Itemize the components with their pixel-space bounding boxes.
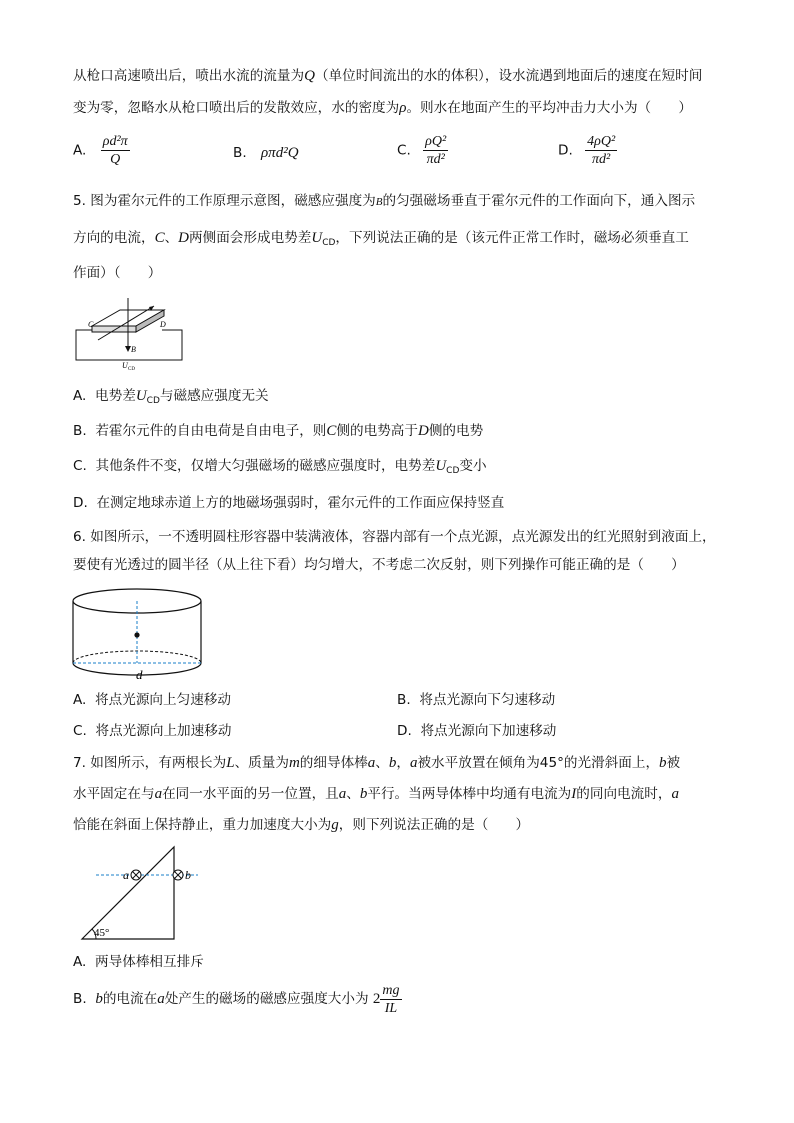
q4-option-d[interactable]: D. $\frac{\text{4ρQ²}}{\text{πd²}}$ — [558, 134, 616, 167]
q4-option-b[interactable]: B. ρπd²Q — [233, 145, 299, 161]
q5-stem-line-1: 5. 图为霍尔元件的工作原理示意图，磁感应强度为B的匀强磁场垂直于霍尔元件的工作面向下，通入图示 — [73, 193, 696, 209]
q7-stem-line-3: 恰能在斜面上保持静止，重力加速度大小为g，则下列说法正确的是（ ） — [73, 817, 530, 833]
label-c: C — [88, 320, 94, 329]
label-u: U — [122, 361, 128, 370]
cylinder-container-figure — [70, 586, 206, 682]
hall-circuit-wire — [76, 330, 182, 360]
incline-figure — [80, 845, 200, 943]
q6-option-c[interactable]: C. 将点光源向上加速移动 — [73, 723, 232, 739]
q5-option-b[interactable]: B. 若霍尔元件的自由电荷是自由电子，则C侧的电势高于D侧的电势 — [73, 423, 484, 439]
label-b: b — [185, 868, 191, 882]
q5-option-a[interactable]: A. 电势差$U_{CD}$与磁感应强度无关 — [73, 388, 269, 406]
q6-option-a[interactable]: A. 将点光源向上匀速移动 — [73, 692, 231, 708]
label-d: D — [160, 320, 166, 329]
q6-stem-line-1: 6. 如图所示，一不透明圆柱形容器中装满液体，容器内部有一个点光源，点光源发出的红光照射到液面上， — [73, 529, 716, 545]
q5-option-c[interactable]: C. 其他条件不变，仅增大匀强磁场的磁感应强度时，电势差$U_{CD}$变小 — [73, 458, 487, 476]
q7-option-a[interactable]: A. 两导体棒相互排斥 — [73, 954, 204, 970]
point-light-source — [134, 632, 139, 637]
q7-option-b[interactable]: B. b的电流在a处产生的磁场的磁感应强度大小为 2 $\frac{mg}{IL}$ — [73, 982, 400, 1016]
label-a: a — [123, 868, 129, 882]
hall-element-figure — [70, 294, 188, 372]
q7-stem-line-1: 7. 如图所示，有两根长为L、质量为m的细导体棒a、b，a被水平放置在倾角为45°的光滑斜面上，b被 — [73, 755, 681, 771]
hall-plate-front — [92, 326, 136, 332]
label-angle: 45° — [94, 927, 110, 939]
q6-option-d[interactable]: D. 将点光源向下加速移动 — [397, 723, 557, 739]
q7-stem-line-2: 水平固定在与a在同一水平面的另一位置，且a、b平行。当两导体棒中均通有电流为I的同向电流时，a — [73, 786, 679, 802]
q5-stem-line-2: 方向的电流，C、D两侧面会形成电势差$U_{CD}$，下列说法正确的是（该元件正常工作时，磁场必须垂直工 — [73, 230, 689, 248]
q6-option-b[interactable]: B. 将点光源向下匀速移动 — [397, 692, 556, 708]
q5-stem-line-3: 作面）（ ） — [73, 265, 162, 281]
q4-option-c[interactable]: C. $\frac{\text{ρQ²}}{\text{πd²}}$ — [397, 134, 447, 167]
q4-option-a[interactable]: A. $\frac{\text{ρd²π}}{Q}$ — [73, 134, 128, 167]
q4-stem-line-2: 变为零，忽略水从枪口喷出后的发散效应，水的密度为ρ。则水在地面产生的平均冲击力大小为（ ） — [73, 100, 692, 116]
label-diameter: d — [136, 667, 143, 682]
incline-triangle — [82, 847, 174, 939]
q5-option-d[interactable]: D. 在测定地球赤道上方的地磁场强弱时，霍尔元件的工作面应保持竖直 — [73, 495, 505, 511]
label-u-sub: CD — [128, 367, 135, 372]
q4-stem-line-1: 从枪口高速喷出后，喷出水流的流量为Q（单位时间流出的水的体积），设水流遇到地面后的速度在短时间 — [73, 68, 703, 84]
q6-stem-line-2: 要使有光透过的圆半径（从上往下看）均匀增大，不考虑二次反射，则下列操作可能正确的是（ ） — [73, 557, 685, 573]
label-b: B — [131, 345, 136, 354]
